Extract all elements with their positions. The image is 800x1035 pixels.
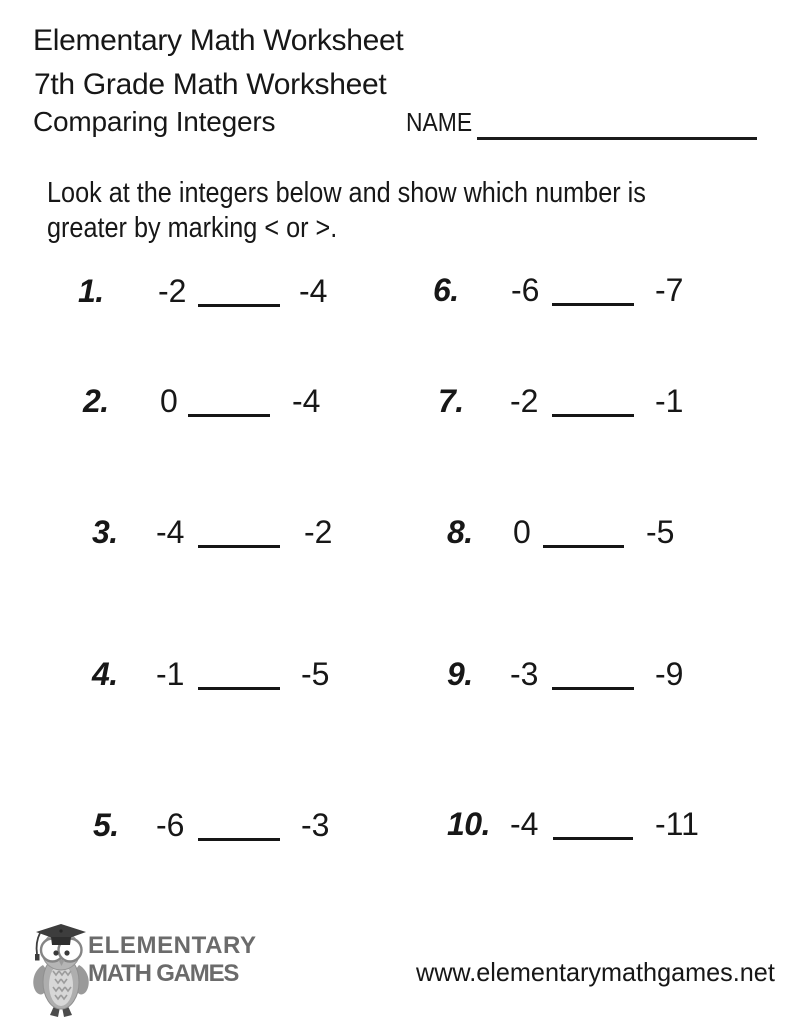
instructions-line2: greater by marking < or >. bbox=[47, 212, 338, 244]
answer-blank[interactable] bbox=[198, 545, 280, 548]
problem-left-integer: -6 bbox=[511, 272, 540, 308]
problem-number: 7. bbox=[438, 383, 464, 419]
problem-right-integer: -2 bbox=[304, 514, 333, 550]
answer-blank[interactable] bbox=[552, 687, 634, 690]
answer-blank[interactable] bbox=[552, 414, 634, 417]
answer-blank[interactable] bbox=[543, 545, 624, 548]
problem-right-integer: -5 bbox=[646, 514, 675, 550]
problem-left-integer: -2 bbox=[510, 383, 539, 419]
worksheet-topic: Comparing Integers bbox=[33, 106, 276, 137]
problem-left-integer: -3 bbox=[510, 656, 539, 692]
problem-left-integer: -1 bbox=[156, 656, 185, 692]
logo-text-line2: MATH GAMES bbox=[88, 960, 239, 987]
problem-number: 9. bbox=[447, 656, 473, 692]
problem-number: 3. bbox=[92, 514, 118, 550]
instructions-line1: Look at the integers below and show which number is bbox=[47, 177, 646, 209]
problem-right-integer: -3 bbox=[301, 807, 330, 843]
name-label: NAME bbox=[406, 107, 473, 137]
answer-blank[interactable] bbox=[198, 838, 280, 841]
problem-number: 8. bbox=[447, 514, 473, 550]
problem-left-integer: -4 bbox=[156, 514, 185, 550]
problem-right-integer: -4 bbox=[292, 383, 321, 419]
problem-right-integer: -11 bbox=[655, 806, 699, 842]
answer-blank[interactable] bbox=[198, 687, 280, 690]
answer-blank[interactable] bbox=[198, 304, 280, 307]
name-blank-line[interactable] bbox=[477, 137, 757, 140]
answer-blank[interactable] bbox=[188, 414, 270, 417]
problem-right-integer: -7 bbox=[655, 272, 684, 308]
problem-number: 10. bbox=[447, 806, 490, 842]
instructions bbox=[47, 176, 646, 246]
owl-graduate-logo-icon bbox=[30, 921, 92, 1020]
page-title: Elementary Math Worksheet bbox=[33, 24, 404, 57]
logo-text-line1: ELEMENTARY bbox=[88, 932, 257, 959]
problem-left-integer: -4 bbox=[510, 806, 539, 842]
website-url: www.elementarymathgames.net bbox=[416, 957, 775, 987]
problem-right-integer: -1 bbox=[655, 383, 684, 419]
problem-right-integer: -4 bbox=[299, 273, 328, 309]
problem-left-integer: -6 bbox=[156, 807, 185, 843]
page-subtitle: 7th Grade Math Worksheet bbox=[34, 68, 387, 101]
problem-left-integer: 0 bbox=[513, 514, 531, 550]
problem-right-integer: -9 bbox=[655, 656, 684, 692]
answer-blank[interactable] bbox=[552, 303, 634, 306]
problem-left-integer: 0 bbox=[160, 383, 178, 419]
problem-number: 1. bbox=[78, 273, 104, 309]
problem-number: 4. bbox=[92, 656, 118, 692]
problem-number: 6. bbox=[433, 272, 459, 308]
problem-number: 5. bbox=[93, 807, 119, 843]
answer-blank[interactable] bbox=[553, 837, 633, 840]
problem-number: 2. bbox=[83, 383, 109, 419]
problem-left-integer: -2 bbox=[158, 273, 187, 309]
problem-right-integer: -5 bbox=[301, 656, 330, 692]
